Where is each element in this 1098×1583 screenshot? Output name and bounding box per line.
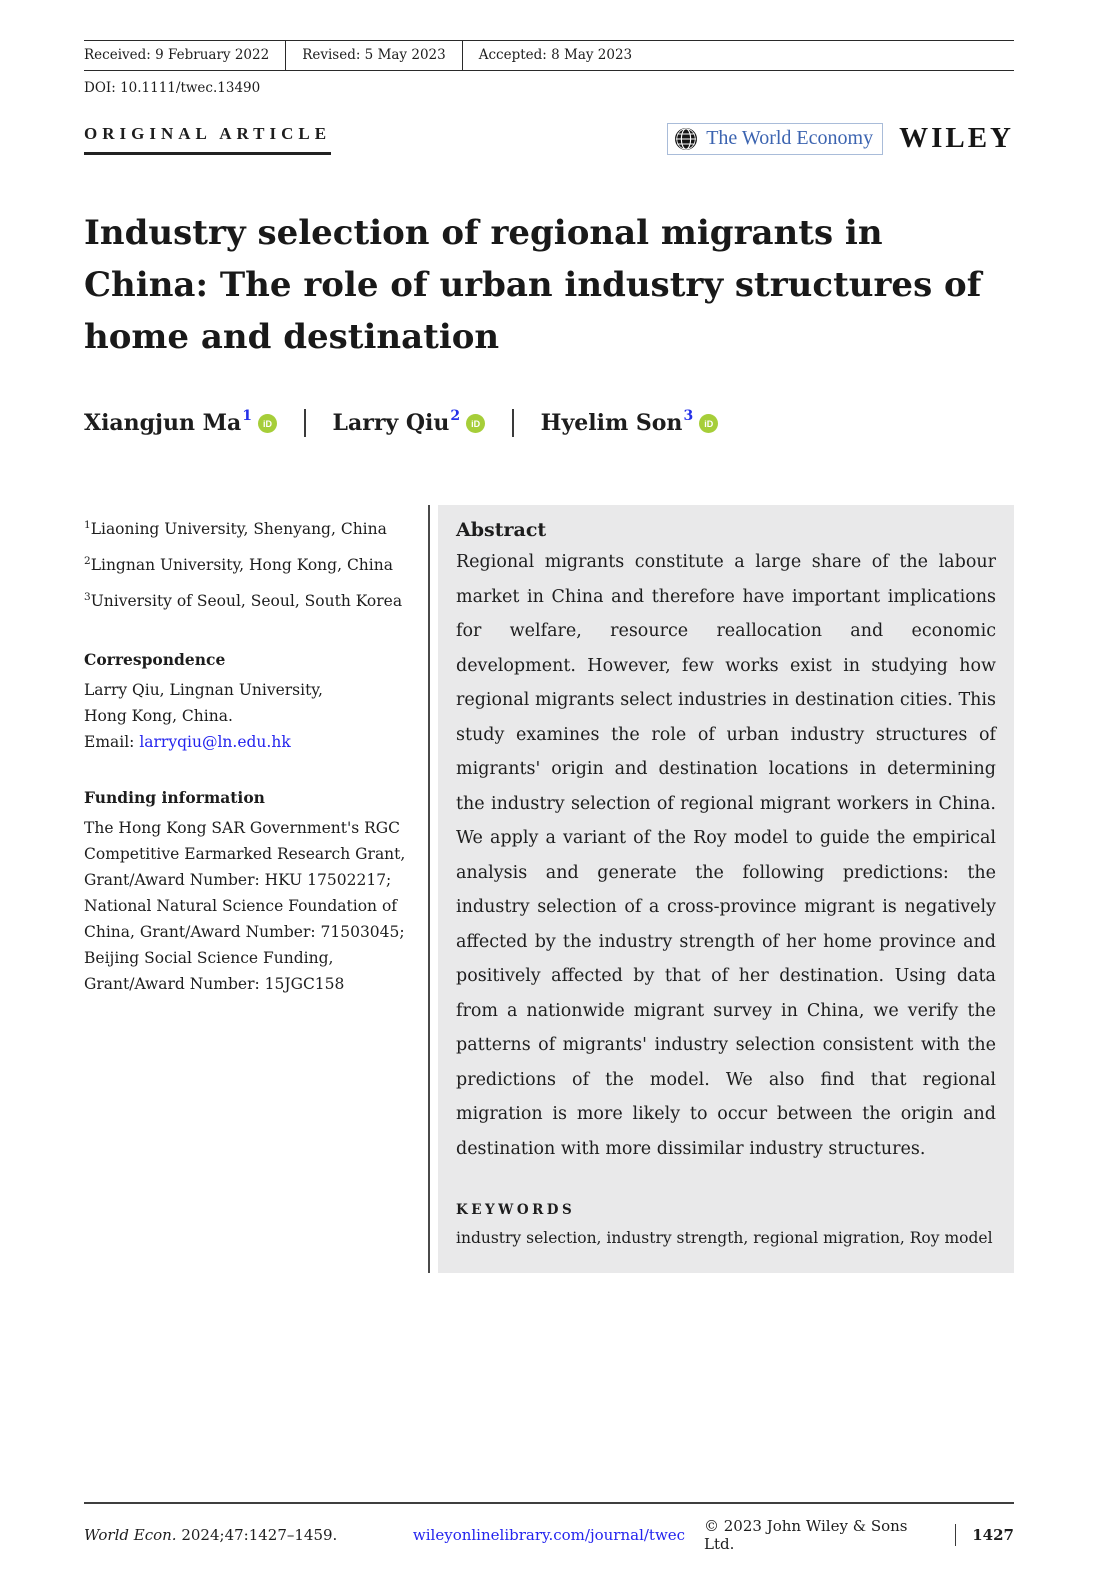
globe-icon xyxy=(674,127,698,151)
received-date: Received: 9 February 2022 xyxy=(84,47,270,63)
affiliation-1-sup: 1 xyxy=(84,519,91,531)
author-1 xyxy=(84,410,277,436)
orcid-icon[interactable]: iD xyxy=(699,414,718,433)
funding-block xyxy=(84,785,414,997)
affiliation-2 xyxy=(84,545,414,581)
footer-citation xyxy=(84,1526,394,1544)
left-sidebar xyxy=(84,505,414,1273)
affiliation-3-text: University of Seoul, Seoul, South Korea xyxy=(90,592,403,611)
accepted-date: Accepted: 8 May 2023 xyxy=(462,41,1014,70)
article-body xyxy=(84,505,1014,1273)
footer-copyright: © 2023 John Wiley & Sons Ltd. xyxy=(704,1517,908,1553)
affiliation-3-sup: 3 xyxy=(84,591,91,604)
correspondence-email-line xyxy=(84,729,414,755)
journal-branding xyxy=(667,122,1014,155)
author-3 xyxy=(541,410,719,436)
keywords-text: industry selection, industry strength, regional migration, Roy model xyxy=(456,1229,993,1247)
wiley-logo: WILEY xyxy=(899,122,1014,154)
abstract-panel xyxy=(438,505,1014,1273)
author-1-name: Xiangjun Ma xyxy=(84,410,242,436)
author-separator xyxy=(512,409,514,437)
revised-date: Revised: 5 May 2023 xyxy=(285,41,462,70)
journal-website-link[interactable]: wileyonlinelibrary.com/journal/twec xyxy=(412,1526,686,1544)
journal-logo xyxy=(667,123,883,155)
page-footer xyxy=(84,1502,1014,1553)
footer-citation-rest: 2024;47:1427–1459. xyxy=(176,1526,338,1544)
author-2-name: Larry Qiu xyxy=(332,410,450,436)
article-type-label: ORIGINAL ARTICLE xyxy=(84,124,331,155)
affiliation-2-text: Lingnan University, Hong Kong, China xyxy=(90,556,393,575)
email-link[interactable]: larryqiu@ln.edu.hk xyxy=(139,733,291,752)
column-divider-rule xyxy=(428,505,430,1273)
abstract-heading: Abstract xyxy=(456,519,547,541)
author-2-affiliation-sup: 2 xyxy=(450,408,461,424)
email-label: Email: xyxy=(84,733,140,752)
correspondence-heading: Correspondence xyxy=(84,650,226,670)
funding-text: The Hong Kong SAR Government's RGC Competitive Earmarked Research Grant, Grant/Award Number: HKU 17502217; National Natural Science Foundation of China, Grant/Award Number: 71503045; Beijing Social Science Funding, Grant/Award Number: 15JGC158 xyxy=(84,819,406,994)
author-2 xyxy=(333,410,486,436)
journal-name: The World Economy xyxy=(706,127,874,149)
footer-right xyxy=(704,1517,1014,1553)
footer-journal-abbrev: World Econ. xyxy=(84,1526,177,1544)
affiliation-1-text: Liaoning University, Shenyang, China xyxy=(90,520,387,539)
author-1-affiliation-sup: 1 xyxy=(242,408,253,424)
article-type-row xyxy=(84,122,1014,155)
author-3-affiliation-sup: 3 xyxy=(683,408,694,424)
orcid-icon[interactable]: iD xyxy=(466,414,485,433)
page-number: 1427 xyxy=(955,1524,1014,1546)
orcid-icon[interactable]: iD xyxy=(258,414,277,433)
funding-heading: Funding information xyxy=(84,788,265,808)
article-title: Industry selection of regional migrants in China: The role of urban industry structures of home and destination xyxy=(84,213,982,357)
affiliation-1 xyxy=(84,509,414,545)
doi: DOI: 10.1111/twec.13490 xyxy=(84,80,261,96)
affiliations-list xyxy=(84,509,414,617)
correspondence-line-1: Larry Qiu, Lingnan University, xyxy=(84,681,323,700)
abstract-text: Regional migrants constitute a large share of the labour market in China and therefore have important implications for welfare, resource reallocation and economic development. However, few works exist in studying how regional migrants select industries in destination cities. This study examines the role of urban industry structures of migrants' origin and destination locations in determining the industry selection of regional migrant workers in China. We apply a variant of the Roy model to guide the empirical analysis and generate the following predictions: the industry selection of a cross-province migrant is negatively affected by the industry strength of her home province and positively affected by that of her destination. Using data from a nationwide migrant survey in China, we verify the patterns of migrants' industry selection consistent with the predictions of the model. We also find that regional migration is more likely to occur between the origin and destination with more dissimilar industry structures. xyxy=(456,552,996,1159)
affiliation-3 xyxy=(84,581,414,617)
correspondence-block xyxy=(84,647,414,755)
author-separator xyxy=(304,409,306,437)
authors-row xyxy=(84,409,1014,437)
submission-dates-band xyxy=(84,40,1014,71)
correspondence-line-2: Hong Kong, China. xyxy=(84,707,233,726)
keywords-heading: KEYWORDS xyxy=(456,1202,576,1218)
affiliation-2-sup: 2 xyxy=(84,555,91,568)
author-3-name: Hyelim Son xyxy=(540,410,683,436)
footer-link-wrap xyxy=(394,1526,704,1544)
